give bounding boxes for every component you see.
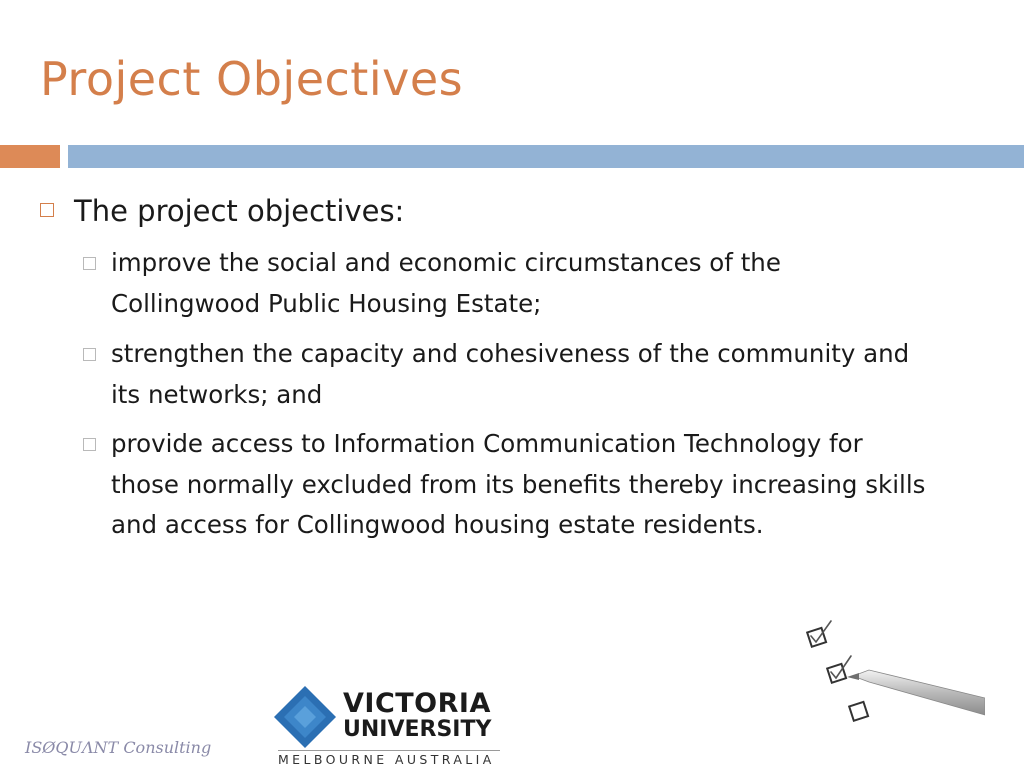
footer-brand: ISØQUΛNT Consulting — [25, 738, 212, 757]
sub-bullet-line: Collingwood Public Housing Estate; — [111, 288, 542, 318]
checklist-pen-icon — [795, 618, 985, 728]
sub-bullet-line: its networks; and — [111, 379, 323, 409]
checkbox-bullet-icon — [83, 257, 96, 270]
sub-bullet-line: improve the social and economic circumstances of the — [111, 248, 781, 277]
main-bullet-text: The project objectives: — [74, 194, 405, 228]
accent-bar-blue — [68, 145, 1024, 168]
accent-bar-orange — [0, 145, 60, 168]
checkbox-bullet-icon — [83, 348, 96, 361]
logo-text-university: UNIVERSITY — [343, 717, 492, 742]
logo-text-victoria: VICTORIA — [343, 688, 491, 719]
sub-bullet-text — [111, 243, 1001, 324]
vu-diamond-logo-icon — [274, 686, 336, 748]
sub-bullet-line: provide access to Information Communication Technology for — [111, 429, 863, 458]
checkbox-bullet-icon — [83, 438, 96, 451]
logo-divider — [278, 750, 500, 751]
sub-bullet-text — [111, 334, 1001, 415]
sub-bullet-line: and access for Collingwood housing estate residents. — [111, 510, 764, 539]
checkbox-bullet-icon — [40, 203, 54, 217]
victoria-university-logo — [270, 686, 510, 770]
sub-bullet-line: strengthen the capacity and cohesiveness of the community and — [111, 339, 910, 368]
slide-title: Project Objectives — [40, 52, 464, 106]
sub-bullet-line: those normally excluded from its benefits thereby increasing skills — [111, 469, 926, 499]
sub-bullet-text — [111, 424, 1001, 546]
logo-text-location: MELBOURNE AUSTRALIA — [278, 752, 495, 767]
